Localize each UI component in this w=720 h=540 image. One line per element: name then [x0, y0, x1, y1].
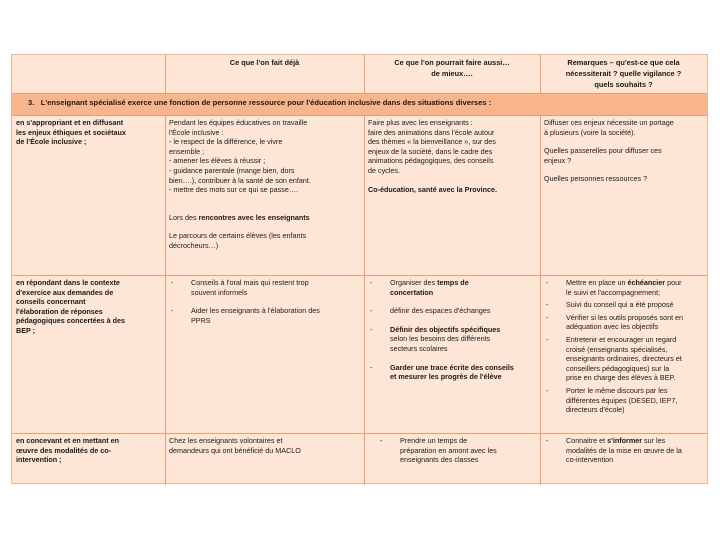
text-line: - guidance parentale (mange bien, dors [169, 165, 295, 175]
row3-could-do [378, 436, 538, 474]
text-line: Organiser des temps de [390, 278, 469, 287]
list-item: - Aider les enseignants à l'élaboration des PPRS [169, 306, 363, 325]
label-line: l'élaboration de réponses [16, 306, 103, 316]
text-line: Quelles passerelles pour diffuser ces [544, 146, 662, 156]
text-line: croisé (enseignants spécialisés, [566, 344, 668, 354]
text-line: ensemble ; [169, 146, 205, 156]
text-line: Connaitre et s'informer sur les [566, 436, 666, 445]
label-line: conseils concernant [16, 297, 86, 307]
text-line: concertation [390, 287, 434, 297]
header-remarks [540, 57, 707, 90]
text-line: Le parcours de certains élèves (les enfants [169, 231, 307, 241]
label-line: en concevant et en mettant en [16, 436, 120, 445]
label-line: intervention ; [16, 455, 62, 465]
list-item: - Connaitre et s'informer sur les modalités de la mise en œuvre de la co-intervention [544, 436, 706, 465]
list-item: - Prendre un temps de préparation en amont avec les enseignants des classes [378, 436, 538, 465]
text-line: souvent informels [191, 287, 248, 297]
header-line: Ce que l'on pourrait faire aussi… [394, 58, 510, 67]
section-title-text: L'enseignant spécialisé exerce une fonction de personne ressource pour l'éducation inclusive dans des situations diverses : [40, 98, 492, 107]
row2-remarks [544, 278, 706, 418]
text-line: Définir des objectifs spécifiques [390, 324, 501, 334]
text-line: Porter le même discours par les [566, 385, 668, 395]
list-item: - Suivi du conseil qui a été proposé [544, 300, 706, 310]
text-line: enseignants des classes [400, 455, 479, 465]
text-line-bold: Co-éducation, santé avec la Province. [368, 184, 498, 194]
text-line: décrocheurs…) [169, 240, 219, 250]
header-line: de mieux…. [431, 69, 473, 78]
label-line: d'exercice aux demandes de [16, 287, 114, 297]
column-divider [540, 55, 541, 485]
text-line: selon les besoins des différents [390, 334, 491, 344]
text-line [169, 213, 363, 223]
text-line: Suivi du conseil qui a été proposé [566, 300, 674, 310]
text-line: l'École inclusive : [169, 127, 224, 137]
row2-done [169, 278, 363, 334]
text-line: - mettre des mots sur ce qui se passe…. [169, 185, 299, 195]
text-line: différentes équipes (DESED, IEP7, [566, 395, 678, 405]
text-line: Entretenir et encourager un regard [566, 334, 677, 344]
text-line: enseignants ordinaires, directeurs et [566, 354, 682, 364]
row3-remarks [544, 436, 706, 474]
list-item: - Entretenir et encourager un regard croisé (enseignants spécialisés, enseignants ordinaires, directeurs et conseillers pédagogiques) sur la prise en charge des élèves à BEP. [544, 335, 706, 383]
header-line: quels souhaits ? [594, 80, 653, 89]
label-line: de l'École inclusive ; [16, 137, 87, 147]
text-line: enjeux de la société, dans le cadre des [368, 146, 493, 156]
text-line: Aider les enseignants à l'élaboration des [191, 306, 320, 316]
row1-remarks [544, 118, 706, 184]
text-line: Quelles personnes ressources ? [544, 174, 648, 184]
section-band [12, 93, 707, 116]
row3-done [169, 436, 363, 455]
text-line: prise en charge des élèves à BEP. [566, 373, 676, 383]
text-line: Faire plus avec les enseignants : [368, 118, 473, 127]
list-item: - définir des espaces d'échanges [368, 306, 538, 316]
text-line: - amener les élèves à réussir ; [169, 156, 266, 166]
column-divider [364, 55, 365, 485]
text-line: conseillers pédagogiques) sur la [566, 363, 670, 373]
header-could-do [364, 57, 540, 79]
list-item: - Vérifier si les outils proposés sont en adéquation avec les objectifs [544, 313, 706, 332]
list-item: - Conseils à l'oral mais qui restent trop souvent informels [169, 278, 363, 297]
list-item: - Définir des objectifs spécifiques selon les besoins des différents secteurs scolaires [368, 325, 538, 354]
label-line: pédagogiques concertées à des [16, 316, 126, 326]
text-line: définir des espaces d'échanges [390, 306, 491, 316]
row2-could-do [368, 278, 538, 391]
text-fragment-bold: rencontres avec les enseignants [198, 212, 310, 222]
text-line: Diffuser ces enjeux nécessite un portage [544, 118, 674, 127]
row1-done [169, 118, 363, 251]
label-line: œuvre des modalités de co- [16, 445, 112, 455]
text-line: PPRS [191, 315, 211, 325]
text-line: préparation en amont avec les [400, 445, 497, 455]
row3-label [16, 436, 164, 465]
section-number: 3. [28, 98, 35, 107]
list-item: - Mettre en place un échéancier pour le suivi et l'accompagnement; [544, 278, 706, 297]
table-sheet [11, 54, 708, 484]
section-title [28, 98, 491, 107]
text-line: Garder une trace écrite des conseils [390, 362, 514, 372]
text-line: Pendant les équipes éducatives on travaille [169, 118, 308, 127]
label-line: les enjeux éthiques et sociétaux [16, 127, 126, 137]
header-done-label: Ce que l'on fait déjà [229, 58, 300, 67]
text-line: faire des animations dans l'école autour [368, 127, 495, 137]
text-line: directeurs d'école) [566, 405, 625, 415]
header-done [165, 57, 364, 68]
text-line: et mesurer les progrès de l'élève [390, 372, 502, 382]
text-line: Prendre un temps de [400, 436, 468, 445]
text-line: à plusieurs (voire la société). [544, 127, 636, 137]
text-line: Chez les enseignants volontaires et [169, 436, 283, 445]
list-item: - Garder une trace écrite des conseils et mesurer les progrès de l'élève [368, 363, 538, 382]
column-divider [165, 55, 166, 485]
header-line: Remarques – qu'est-ce que cela [567, 58, 680, 67]
text-line: adéquation avec les objectifs [566, 322, 659, 332]
text-line: Vérifier si les outils proposés sont en [566, 312, 684, 322]
header-line: nécessiterait ? quelle vigilance ? [565, 69, 682, 78]
text-line: - le respect de la différence, le vivre [169, 137, 283, 147]
text-line: Mettre en place un échéancier pour [566, 278, 682, 287]
row-divider [12, 433, 707, 434]
text-line: secteurs scolaires [390, 343, 448, 353]
text-line: bien….), contribuer à la santé de son enfant. [169, 175, 311, 185]
row2-label [16, 278, 164, 336]
list-item: - Organiser des temps de concertation [368, 278, 538, 297]
label-line: en s'appropriant et en diffusant [16, 118, 124, 127]
text-fragment: Lors des [169, 212, 199, 222]
text-line: de cycles. [368, 165, 400, 175]
text-line: le suivi et l'accompagnement; [566, 287, 661, 297]
label-line: BEP ; [16, 325, 36, 335]
text-line: modalités de la mise en œuvre de la [566, 445, 682, 455]
text-line: des thèmes « la bienveillance », sur des [368, 137, 496, 147]
text-line: co-intervention [566, 455, 614, 465]
text-line: enjeux ? [544, 155, 572, 165]
text-line: animations pédagogiques, des conseils [368, 156, 494, 166]
text-line: Conseils à l'oral mais qui restent trop [191, 278, 309, 287]
label-line: en répondant dans le contexte [16, 278, 120, 287]
list-item: - Porter le même discours par les différentes équipes (DESED, IEP7, directeurs d'école) [544, 386, 706, 415]
row1-label [16, 118, 164, 147]
text-line: demandeurs qui ont bénéficié du MACLO [169, 445, 301, 455]
row-divider [12, 275, 707, 276]
row1-could-do [368, 118, 538, 194]
